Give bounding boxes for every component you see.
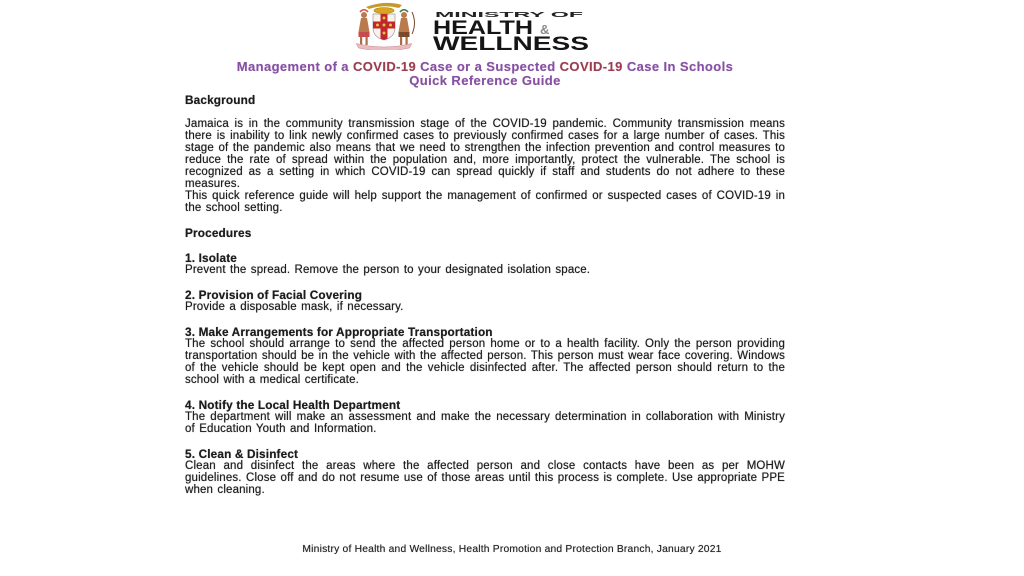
ministry-wordmark — [433, 7, 591, 53]
section — [185, 252, 785, 276]
section-heading: 3. Make Arrangements for Appropriate Transportation — [185, 325, 493, 339]
section-heading: 4. Notify the Local Health Department — [185, 398, 401, 412]
ministry-of-label: MINISTRY OF — [434, 12, 585, 19]
health-label: HEALTH — [432, 18, 533, 39]
section-heading: 5. Clean & Disinfect — [185, 447, 299, 461]
section — [185, 399, 785, 435]
section-paragraph: The school should arrange to send the affected person home or to a health facility. Only the person providing transportation should be in the vehicle with the affected person. This person must wear face covering. Windows of the vehicle should be kept open and the vehicle disinfected after. The affected person should return to the school with a medical certificate. — [185, 338, 785, 386]
section-heading: Background — [185, 93, 256, 107]
wellness-label: WELLNESS — [432, 34, 589, 53]
ampersand-label: & — [539, 22, 549, 37]
section — [185, 289, 785, 313]
right-supporter-figure — [398, 10, 414, 45]
section — [185, 227, 785, 239]
section-paragraph: This quick reference guide will help support the management of confirmed or suspected cases of COVID-19 in the school setting. — [185, 190, 785, 214]
title-segment: Case or a Suspected — [416, 59, 560, 74]
section-heading: 1. Isolate — [185, 251, 237, 265]
jamaica-coat-of-arms-icon — [340, 2, 428, 50]
section-paragraph: Jamaica is in the community transmission stage of the COVID-19 pandemic. Community transmission means there is inability to link newly confirmed cases to previously confirmed cases for a large number of cases. This stage of the pandemic also means that we need to strengthen the infection prevention and control measures to reduce the rate of spread within the population and, more importantly, protect the vulnerable. The school is recognized as a setting in which COVID-19 can spread quickly if staff and students do not adhere to these measures. — [185, 118, 785, 190]
section-heading: 2. Provision of Facial Covering — [185, 288, 363, 302]
title-segment: Case In Schools — [622, 59, 734, 74]
title-segment: Management of a — [236, 59, 353, 74]
document-title — [185, 60, 785, 87]
section-paragraph: The department will make an assessment and make the necessary determination in collaboration with Ministry of Education Youth and Information. — [185, 411, 785, 435]
section-paragraph: Prevent the spread. Remove the person to your designated isolation space. — [185, 264, 591, 276]
section-paragraph: Provide a disposable mask, if necessary. — [185, 301, 404, 313]
section-heading: Procedures — [185, 226, 252, 240]
ministry-logo — [165, 0, 765, 54]
document-page — [185, 0, 785, 576]
title-segment: COVID-19 — [352, 59, 417, 74]
title-line-1 — [185, 60, 785, 74]
section — [185, 326, 785, 386]
section — [185, 94, 785, 214]
title-line-2: Quick Reference Guide — [409, 72, 561, 88]
left-supporter-figure — [358, 10, 369, 45]
title-segment: COVID-19 — [559, 59, 623, 74]
document-body — [185, 94, 785, 496]
section — [185, 448, 785, 496]
section-paragraph: Clean and disinfect the areas where the affected person and close contacts have been as per MOHW guidelines. Close off and do not resume use of those areas until this process is complete. Use appropriate PPE when cleaning. — [185, 460, 785, 496]
document-footer: Ministry of Health and Wellness, Health Promotion and Protection Branch, January 2021 — [302, 544, 722, 555]
